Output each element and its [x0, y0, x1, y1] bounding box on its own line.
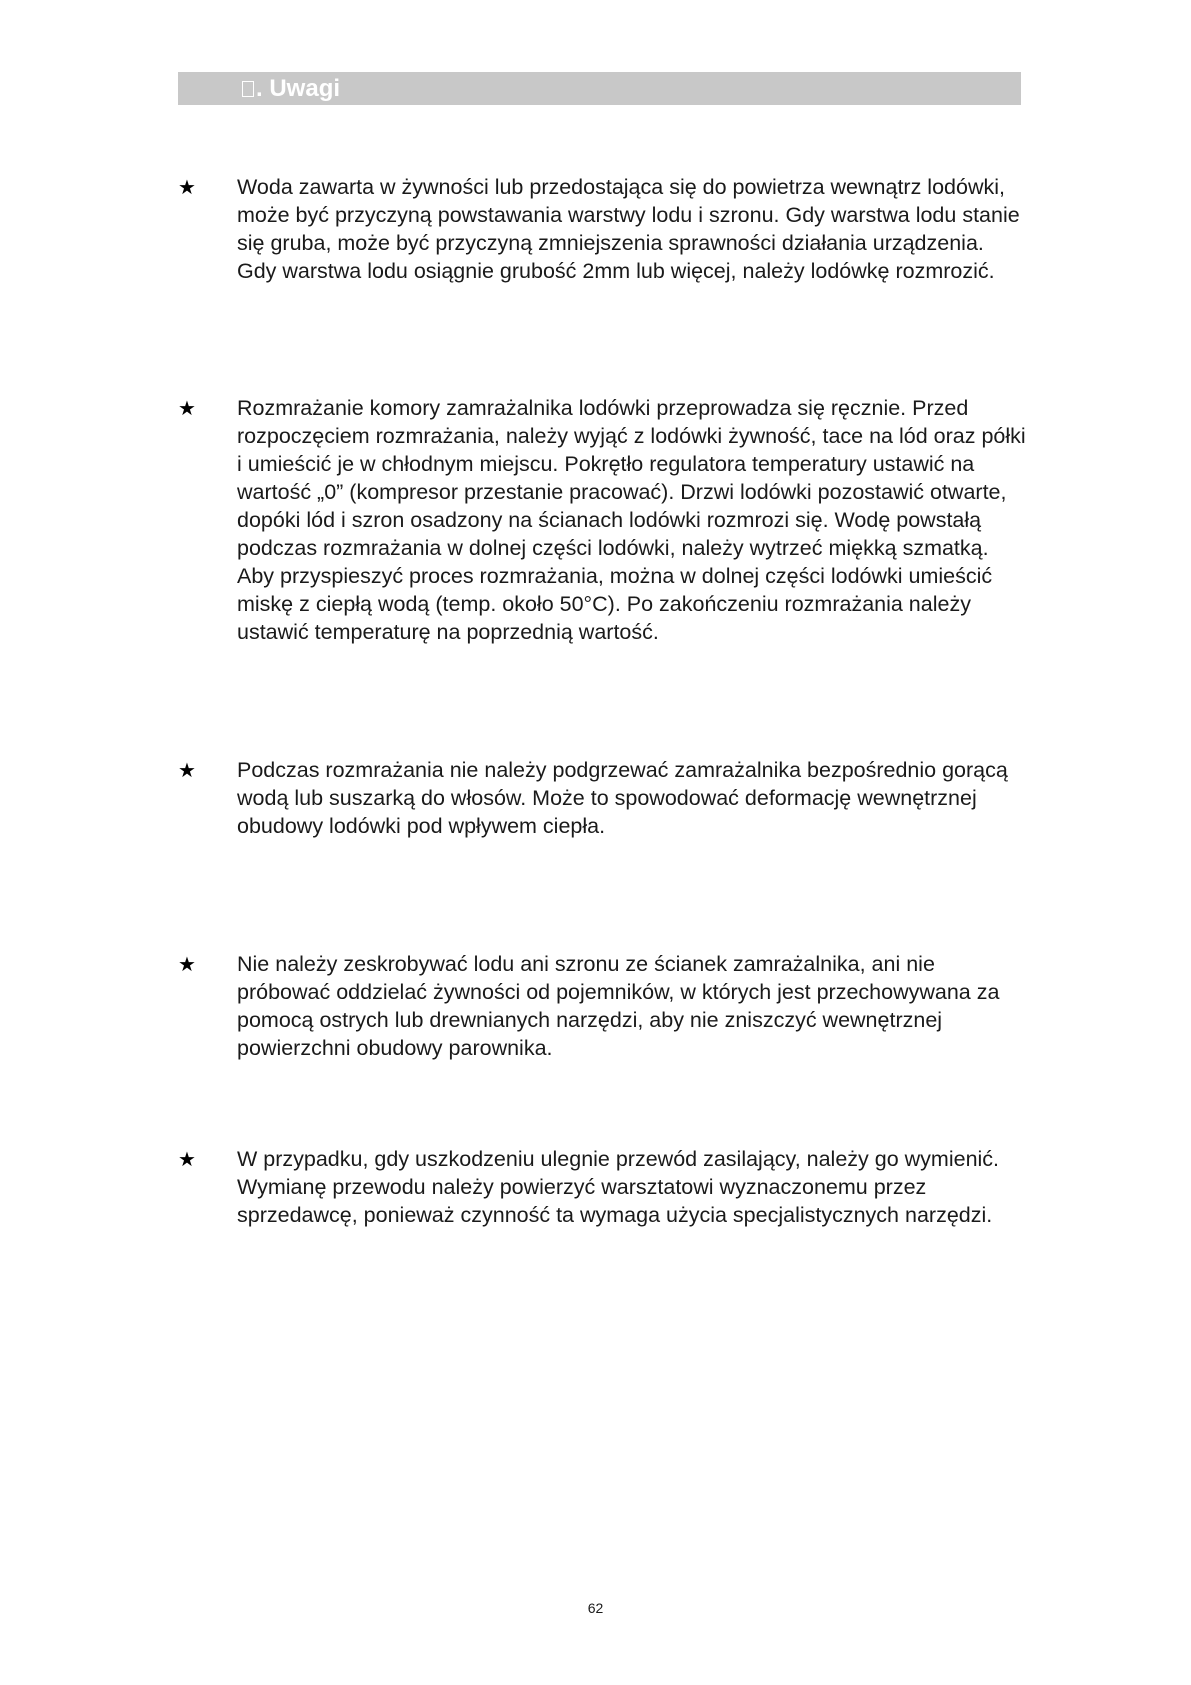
note-text: Rozmrażanie komory zamrażalnika lodówki przeprowadza się ręcznie. Przed rozpoczęciem rozmrażania, należy wyjąć z lodówki żywność, tace na lód oraz półki i umieścić je w chłodnym miejscu. Pokrętło regulatora temperatury ustawić na wartość „0” (kompresor przestanie pracować). Drzwi lodówki pozostawić otwarte, dopóki lód i szron osadzony na ścianach lodówki rozmrozi się. Wodę powstałą podczas rozmrażania w dolnej części lodówki, należy wytrzeć miękką szmatką. Aby przyspieszyć proces rozmrażania, można w dolnej części lodówki umieścić miskę z ciepłą wodą (temp. około 50°C). Po zakończeniu rozmrażania należy ustawić temperaturę na poprzednią wartość. — [237, 396, 1026, 644]
star-bullet-icon: ★ — [178, 396, 196, 420]
star-bullet-icon: ★ — [178, 952, 196, 976]
note-text: Nie należy zeskrobywać lodu ani szronu ze ścianek zamrażalnika, ani nie próbować oddzielać żywności od pojemników, w których jest przechowywana za pomocą ostrych lub drewnianych narzędzi, aby nie zniszczyć wewnętrznej powierzchni obudowy parownika. — [237, 952, 1000, 1060]
section-title — [242, 74, 340, 104]
missing-glyph-icon — [242, 81, 254, 97]
star-bullet-icon: ★ — [178, 758, 196, 782]
note-text: Podczas rozmrażania nie należy podgrzewać zamrażalnika bezpośrednio gorącą wodą lub suszarką do włosów. Może to spowodować deformację wewnętrznej obudowy lodówki pod wpływem ciepła. — [237, 758, 1008, 838]
note-text: W przypadku, gdy uszkodzeniu ulegnie przewód zasilający, należy go wymienić. Wymianę przewodu należy powierzyć warsztatowi wyznaczonemu przez sprzedawcę, ponieważ czynność ta wymaga użycia specjalistycznych narzędzi. — [237, 1147, 1000, 1227]
section-title-text: Uwagi — [269, 75, 341, 102]
note-text: Woda zawarta w żywności lub przedostająca się do powietrza wewnątrz lodówki, może być przyczyną powstawania warstwy lodu i szronu. Gdy warstwa lodu stanie się gruba, może być przyczyną zmniejszenia sprawności działania urządzenia. Gdy warstwa lodu osiągnie grubość 2mm lub więcej, należy lodówkę rozmrozić. — [237, 175, 1020, 283]
star-bullet-icon: ★ — [178, 1147, 196, 1171]
section-title-prefix: . — [256, 75, 263, 102]
star-bullet-icon: ★ — [178, 175, 196, 199]
page-number: 62 — [587, 1600, 604, 1616]
